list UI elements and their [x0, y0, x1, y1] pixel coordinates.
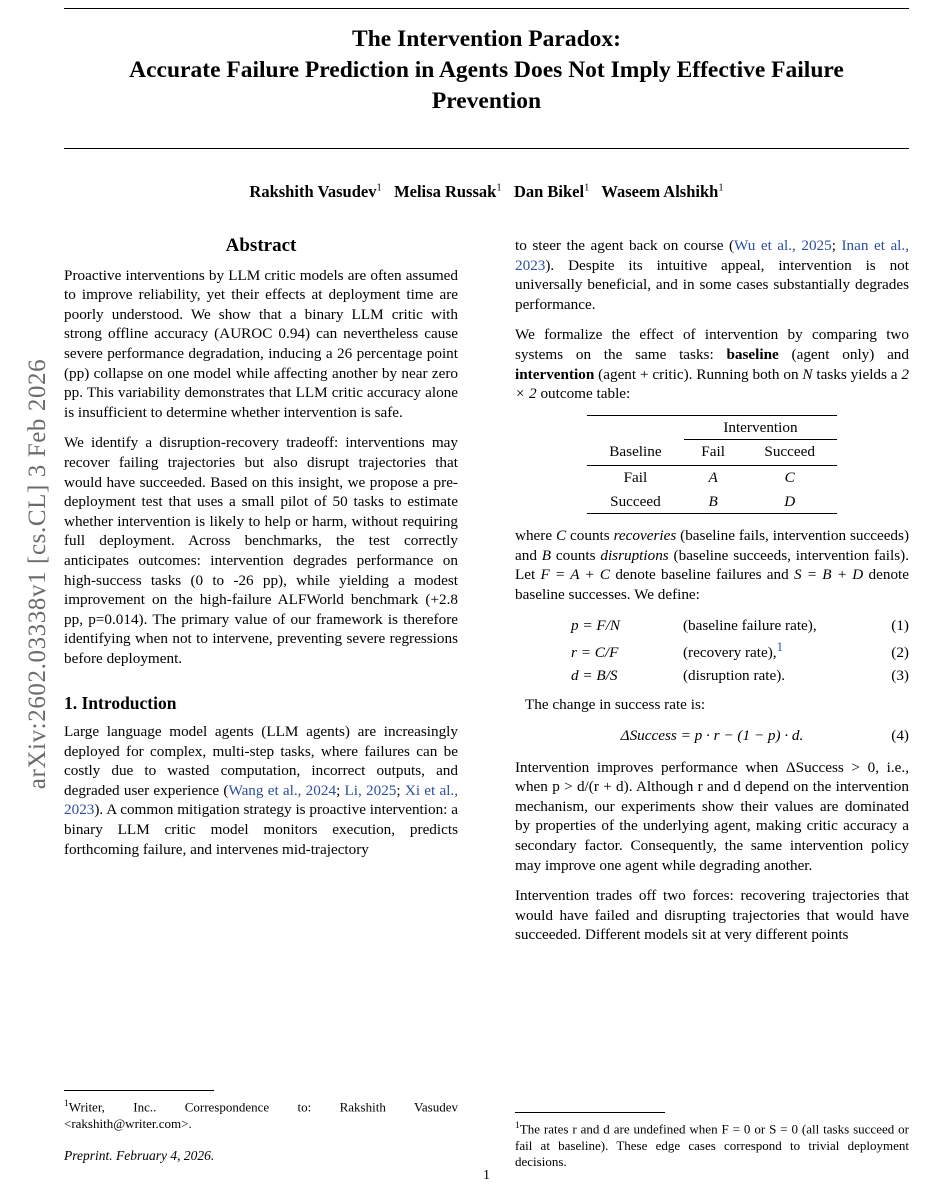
title-rule: [64, 148, 909, 149]
citation-li-2025[interactable]: Li, 2025: [344, 781, 397, 799]
right-footnote-block: [515, 1098, 909, 1171]
abstract-paragraph-1: Proactive interventions by LLM critic models are often assumed to improve reliability, yet their effects at deployment time are poorly understood. We show that a binary LLM critic with strong offline accuracy (AUROC 0.94) can nevertheless cause severe performance degradation, inducing a 26 percentage point (pp) collapse on one model while affecting another by near zero pp. This variability demonstrates that LLM critic accuracy alone is insufficient to determine whether intervention is safe.: [64, 266, 458, 421]
table-header-succeed: Succeed: [742, 440, 837, 466]
footnote-marker-1[interactable]: 1: [776, 640, 783, 655]
title-line-2: Accurate Failure Prediction in Agents Does Not Imply Effective Failure: [129, 57, 844, 83]
arxiv-stamp: arXiv:2602.03338v1 [cs.CL] 3 Feb 2026: [24, 358, 51, 790]
equation-row-1: [515, 616, 909, 636]
cell-fail-succeed: C: [784, 468, 795, 486]
table-header-baseline: Baseline: [587, 440, 684, 466]
intro-paragraph-1: Large language model agents (LLM agents) are increasingly deployed for complex, multi-step tasks, where failures can be costly due to wasted computation, incorrect outputs, and degraded user experience (Wang et al., 2024; Li, 2025; Xi et al., 2023). A common mitigation strategy is proactive intervention: a binary LLM critic model monitors execution, predicts forthcoming failure, and intervenes mid-trajectory: [64, 723, 459, 858]
table-header-fail: Fail: [684, 440, 742, 466]
title-line-1: The Intervention Paradox:: [352, 26, 621, 52]
right-column: [515, 236, 910, 1170]
section-heading-introduction: 1. Introduction: [64, 693, 177, 714]
citation-inan-2023[interactable]: Inan et al., 2023: [515, 237, 909, 274]
table-row: [587, 465, 837, 489]
page-title: [64, 24, 909, 117]
right-paragraph-2: We formalize the effect of intervention by comparing two systems on the same tasks: baseline (agent only) and intervention (agent + critic). Running both on N tasks yields a 2 × 2 outcome table:: [515, 326, 909, 403]
author-list: [64, 182, 909, 202]
left-column: [64, 235, 459, 1164]
right-paragraph-1: to steer the agent back on course (Wu et al., 2025; Inan et al., 2023). Despite its intuitive appeal, intervention is not universally beneficial, and in some cases substantially degrades performance.: [515, 237, 909, 313]
author-3: Waseem Alshikh$^1$: [601, 182, 724, 201]
right-paragraph-5: Intervention trades off two forces: recovering trajectories that would have failed and disrupting trajectories that would have succeeded. Different models sit at very different points: [515, 887, 909, 944]
paper-content: [64, 0, 909, 1200]
table-header-intervention: Intervention: [684, 415, 837, 440]
equation-3-number: (3): [891, 666, 909, 684]
footnote-rule-right: [515, 1112, 665, 1113]
equation-1-lhs: p = F/N: [571, 616, 621, 634]
equation-1-desc: (baseline failure rate),: [683, 616, 817, 634]
equation-2-number: (2): [891, 644, 909, 662]
equation-1-number: (1): [891, 616, 909, 634]
citation-xi-2023[interactable]: Xi et al., 2023: [64, 781, 459, 819]
equation-2-lhs: r = C/F: [571, 644, 619, 662]
abstract-paragraph-2: We identify a disruption-recovery tradeoff: interventions may recover failing trajectories but also disrupt trajectories that would have succeeded. Based on this insight, we propose a pre-deployment test that uses a small pilot of 50 tasks to estimate whether intervention is likely to help or harm, without requiring full deployment. Across benchmarks, the test correctly anticipates outcomes: intervention degrades performance on high-success tasks (0 to -26 pp), while yielding a modest improvement on the high-failure ALFWorld benchmark (+2.8 pp, p=0.014). The primary value of our framework is therefore identifying when not to intervene, preventing severe regressions before deployment.: [64, 434, 458, 667]
citation-wu-2025[interactable]: Wu et al., 2025: [734, 237, 832, 254]
right-paragraph-4: Intervention improves performance when ΔSuccess > 0, i.e., when p > d/(r + d). Although r and d depend on the intervention mechanism, our experiments show their values are dominated by properties of the underlying agent, making critic accuracy a secondary factor. Consequently, the same intervention policy may improve one agent while degrading another.: [515, 758, 909, 874]
table-header-row: [587, 440, 837, 466]
equation-4: [515, 726, 909, 746]
footnote-left: $^1$Writer, Inc.. Correspondence to: Rakshith Vasudev <rakshith@writer.com>.: [64, 1099, 458, 1131]
citation-wang-2024[interactable]: Wang et al., 2024: [228, 781, 337, 799]
equation-3-lhs: d = B/S: [571, 666, 618, 684]
top-rule: [64, 8, 909, 9]
cell-succeed-fail: B: [684, 490, 742, 514]
left-footnote-block: [64, 1076, 458, 1166]
equation-4-body: ΔSuccess = p · r − (1 − p) · d.: [620, 726, 804, 744]
equation-2-desc: (recovery rate),$^1$: [683, 640, 783, 662]
author-0: Rakshith Vasudev$^1$: [249, 182, 382, 201]
equation-4-number: (4): [891, 726, 909, 744]
outcome-table: [587, 415, 837, 514]
table-header-group-row: [587, 415, 837, 440]
author-2: Dan Bikel$^1$: [513, 182, 590, 201]
term-intervention: intervention: [515, 365, 595, 383]
row-label-succeed: Succeed: [587, 490, 684, 514]
title-line-3: Prevention: [431, 88, 542, 114]
equation-row-2: [515, 638, 909, 663]
footnote-rule-left: [64, 1090, 214, 1091]
table-row: [587, 490, 837, 514]
author-1: Melisa Russak$^1$: [394, 182, 502, 201]
term-baseline: baseline: [726, 345, 779, 363]
change-in-success-line: The change in success rate is:: [525, 696, 706, 714]
page-number: 1: [483, 1168, 490, 1183]
row-label-fail: Fail: [623, 468, 648, 486]
equation-3-desc: (disruption rate).: [683, 666, 786, 684]
equation-row-3: [515, 666, 909, 686]
abstract-heading: Abstract: [225, 235, 297, 256]
preprint-note: Preprint. February 4, 2026.: [64, 1148, 215, 1164]
footnote-right: $^1$The rates r and d are undefined when F = 0 or S = 0 (all tasks succeed or fail at baseline). These edge cases correspond to trivial deployment decisions.: [515, 1121, 909, 1170]
cell-succeed-succeed: D: [742, 490, 837, 514]
cell-fail-fail: A: [708, 468, 718, 486]
equation-block: [515, 616, 909, 686]
right-paragraph-3: where C counts recoveries (baseline fails, intervention succeeds) and B counts disruptions (baseline succeeds, intervention fails). Let F = A + C denote baseline failures and S = B + D denote baseline successes. We define:: [515, 527, 910, 603]
